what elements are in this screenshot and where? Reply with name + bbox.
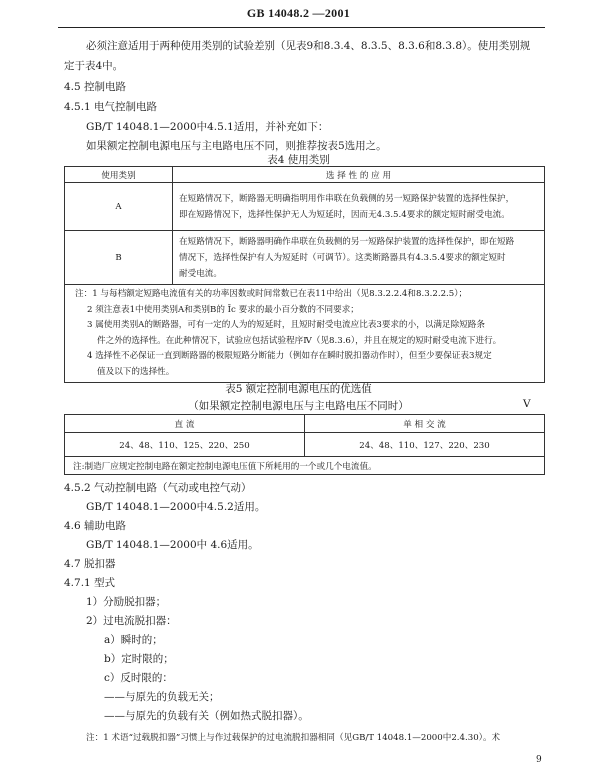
table-5-unit: V <box>523 398 531 410</box>
table-4-row-a-text <box>173 183 545 231</box>
intro-line-1: 必须注意适用于两种使用类别的试验差别（见表9和8.3.4、8.3.5、8.3.6和8.3.8）。使用类别规 <box>86 40 531 52</box>
table-5-subcaption: （如果额定控制电源电压与主电路电压不同时） <box>188 400 409 412</box>
table-4-row-b-line: 情况下，选择性保护有人为短延时（可调节）。这类断路器具有4.3.5.4要求的额定短时 <box>179 252 506 263</box>
table-4-note: 件之外的选择性。在此种情况下，试验应包括试验程序Ⅳ（见8.3.6），并且在规定的短时耐受电流下进行。 <box>97 335 502 346</box>
table-4-header-selectivity: 选 择 性 的 应 用 <box>173 167 545 183</box>
list-item: 2）过电流脱扣器： <box>86 615 177 627</box>
section-4-5-title: 4.5 控制电路 <box>64 81 127 93</box>
table-4-row-b-line: 在短路情况下，断路器明确作串联在负载侧的另一短路保护装置的选择性保护，即在短路 <box>179 236 515 247</box>
table-4-row-b-text <box>173 231 545 285</box>
table-4-category-a: A <box>65 183 173 231</box>
list-item: ——与原先的负载无关； <box>104 691 220 703</box>
table-5-caption: 表5 额定控制电源电压的优选值 <box>225 383 372 395</box>
list-item: b）定时限的； <box>104 653 174 665</box>
table-5-note: 注:制造厂应规定控制电路在额定控制电源电压值下所耗用的一个或几个电流值。 <box>65 457 545 475</box>
list-item: 1）分励脱扣器； <box>86 596 167 608</box>
table-4-row-a-line: 即在短路情况下，选择性保护无人为短延时，因而无4.3.5.4要求的额定短时耐受电流。 <box>179 209 510 220</box>
section-4-5-2-body: GB/T 14048.1—2000中4.5.2适用。 <box>86 501 266 513</box>
table-4-note: 4 选择性不必保证一直到断路器的极限短路分断能力（例如存在瞬时脱扣器动作时），但至少要保证表3规定 <box>87 351 492 361</box>
table-4-row-b-line: 耐受电流。 <box>179 268 222 279</box>
list-item: a）瞬时的； <box>104 634 163 646</box>
section-4-7-1-title: 4.7.1 型式 <box>64 577 116 589</box>
page-number: 9 <box>536 755 542 765</box>
table-4-header-category: 使用类别 <box>65 167 173 183</box>
table-4-note: 注：1 与每档额定短路电流值有关的功率因数或时间常数已在表11中给出（见8.3.2.2.4和8.3.2.2.5）； <box>75 289 468 299</box>
intro-line-2: 定于表4中。 <box>64 60 124 72</box>
table-4-notes <box>65 285 545 383</box>
table-5-header-dc: 直 流 <box>65 415 305 433</box>
table-5-header-ac: 单 相 交 流 <box>305 415 545 433</box>
section-4-5-1-line-1: GB/T 14048.1—2000中4.5.1适用，并补充如下： <box>86 121 329 133</box>
table-5 <box>64 414 545 475</box>
header-rule <box>58 27 545 28</box>
table-4 <box>64 166 545 383</box>
section-4-5-1-title: 4.5.1 电气控制电路 <box>64 101 158 113</box>
table-4-row-a-line: 在短路情况下，断路器无明确指明用作串联在负载侧的另一短路保护装置的选择性保护， <box>179 193 515 204</box>
section-4-7-title: 4.7 脱扣器 <box>64 558 116 570</box>
section-4-5-1-line-2: 如果额定控制电源电压与主电路电压不同，则推荐按表5选用之。 <box>86 140 387 152</box>
list-item: c）反时限的： <box>104 672 173 684</box>
table-4-note: 3 属使用类别A的断路器，可有一定的人为的短延时，且短时耐受电流应比表3要求的小，以满足除短路条 <box>87 320 486 330</box>
table-4-category-b: B <box>65 231 173 285</box>
list-item: ——与原先的负载有关（例如热式脱扣器）。 <box>104 710 309 722</box>
section-4-6-body: GB/T 14048.1—2000中 4.6适用。 <box>86 539 259 551</box>
page-header: GB 14048.2 —2001 <box>246 6 351 20</box>
table-4-note: 值及以下的选择性。 <box>97 366 175 377</box>
footnote: 注：1 术语“过载脱扣器”习惯上与作过载保护的过电流脱扣器相同（见GB/T 14048.1—2000中2.4.30）。术 <box>86 733 501 743</box>
section-4-6-title: 4.6 辅助电路 <box>64 520 127 532</box>
section-4-5-2-title: 4.5.2 气动控制电路（气动或电控气动） <box>64 482 252 494</box>
table-5-dc-values: 24、48、110、125、220、250 <box>65 433 305 457</box>
table-5-ac-values: 24、48、110、127、220、230 <box>305 433 545 457</box>
table-4-caption: 表4 使用类别 <box>267 154 330 166</box>
table-4-note: 2 须注意表1中使用类别A和类别B的 Īc 要求的最小百分数的不同要求； <box>87 304 359 315</box>
